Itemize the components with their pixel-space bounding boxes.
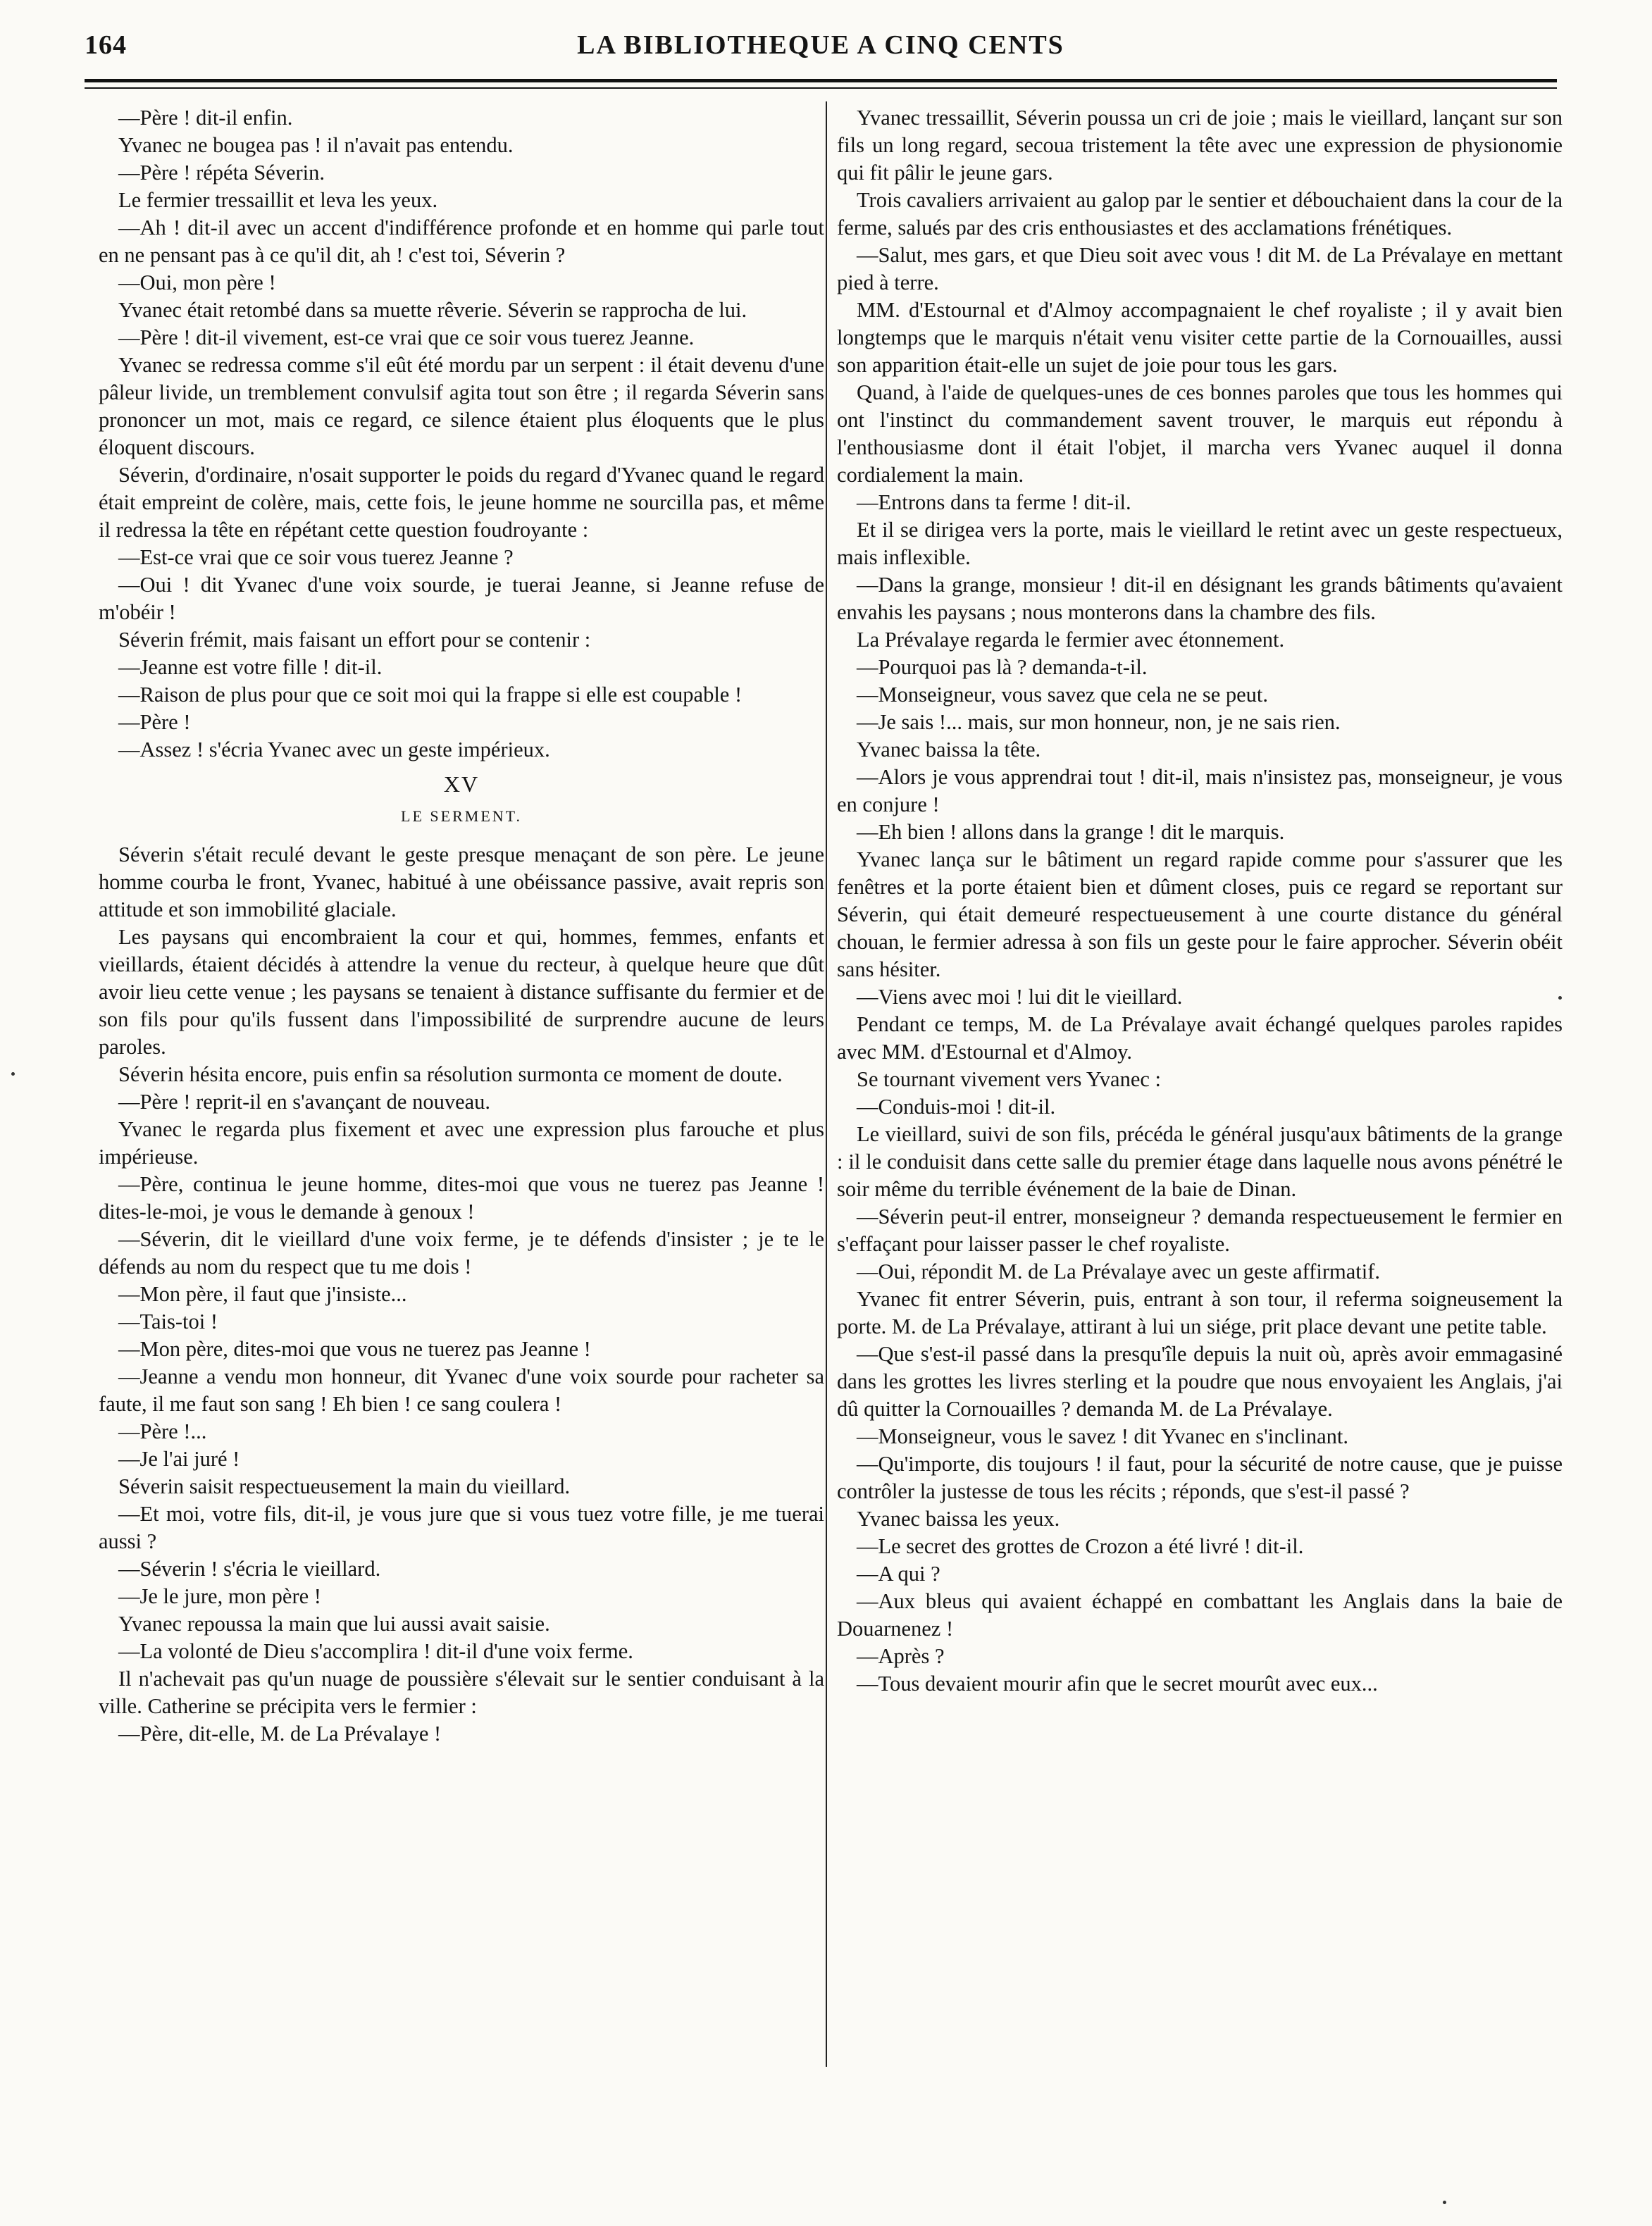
paragraph: —Je sais !... mais, sur mon honneur, non, je ne sais rien. [857,710,1341,734]
paragraph: —Salut, mes gars, et que Dieu soit avec vous ! dit M. de La Prévalaye en mettant pied à terre. [837,243,1563,294]
paragraph: Se tournant vivement vers Yvanec : [857,1067,1162,1091]
paragraph: Les paysans qui encombraient la cour et qui, hommes, femmes, enfants et vieillards, étaient décidés à attendre la venue du recteur, à quelque heure que dût avoir lieu cette venue ; les paysans se tenaient à distance suffisante du fermier et de son fils pour qu'ils fussent dans l'impossibilité de surprendre aucune de leurs paroles. [99,925,824,1059]
paragraph: —Père ! dit-il vivement, est-ce vrai que ce soir vous tuerez Jeanne. [118,325,695,349]
paragraph: —Je l'ai juré ! [118,1447,240,1471]
paragraph: Et il se dirigea vers la porte, mais le vieillard le retint avec un geste respectueux, mais inflexible. [837,518,1563,569]
paragraph: —Raison de plus pour que ce soit moi qui la frappe si elle est coupable ! [118,683,743,707]
paragraph: Yvanec lança sur le bâtiment un regard rapide comme pour s'assurer que les fenêtres et la porte étaient bien et dûment closes, puis ce regard se reportant sur Séverin, qui était demeuré respectueusement à une courte distance du général chouan, le fermier adressa à son fils un geste pour le faire approcher. Séverin obéit sans hésiter. [837,847,1563,981]
paragraph: —Ah ! dit-il avec un accent d'indifférence profonde et en homme qui parle tout en ne pensant pas à ce qu'il dit, ah ! c'est toi, Séverin ? [99,216,824,267]
page-number: 164 [85,30,127,60]
paragraph: —Tais-toi ! [118,1310,218,1333]
paragraph: Le fermier tressaillit et leva les yeux. [118,188,438,212]
paragraph: —La volonté de Dieu s'accomplira ! dit-il d'une voix ferme. [118,1639,633,1663]
paragraph: —Père !... [118,1419,207,1443]
paragraph: —Séverin peut-il entrer, monseigneur ? demanda respectueusement le fermier en s'effaçant pour laisser passer le chef royaliste. [837,1205,1563,1256]
paragraph: Yvanec tressaillit, Séverin poussa un cri de joie ; mais le vieillard, lançant sur son fils un long regard, secoua tristement la tête avec une expression de physionomie qui fit pâlir le jeune gars. [837,106,1563,185]
paragraph: —Assez ! s'écria Yvanec avec un geste impérieux. [118,738,550,761]
print-speck [1443,2201,1446,2204]
paragraph: —Père ! reprit-il en s'avançant de nouveau. [118,1090,491,1114]
paragraph: Yvanec baissa les yeux. [857,1507,1060,1531]
paragraph: —Alors je vous apprendrai tout ! dit-il, mais n'insistez pas, monseigneur, je vous en conjure ! [837,765,1563,816]
paragraph: Yvanec le regarda plus fixement et avec une expression plus farouche et plus impérieuse. [99,1117,824,1169]
right-column [837,104,1563,2077]
paragraph: —Et moi, votre fils, dit-il, je vous jure que si vous tuez votre fille, je me tuerai aussi ? [99,1502,824,1553]
paragraph: —Que s'est-il passé dans la presqu'île depuis la nuit où, après avoir emmagasiné dans les grottes les livres sterling et la poudre que nous envoyaient les Anglais, j'ai dû quitter la Cornouailles ? demanda M. de La Prévalaye. [837,1342,1563,1421]
paragraph: La Prévalaye regarda le fermier avec étonnement. [857,628,1285,652]
header-rule-thick [85,79,1557,82]
page-header [85,30,1557,75]
paragraph: Séverin saisit respectueusement la main du vieillard. [118,1474,571,1498]
paragraph: Pendant ce temps, M. de La Prévalaye avait échangé quelques paroles rapides avec MM. d'Estournal et d'Almoy. [837,1012,1563,1064]
paragraph: —Mon père, dites-moi que vous ne tuerez pas Jeanne ! [118,1337,591,1361]
left-column [99,104,824,2077]
paragraph: Yvanec était retombé dans sa muette rêverie. Séverin se rapprocha de lui. [118,298,747,322]
paragraph: —Tous devaient mourir afin que le secret mourût avec eux... [857,1672,1378,1696]
paragraph: —Eh bien ! allons dans la grange ! dit le marquis. [857,820,1285,844]
paragraph: —Séverin ! s'écria le vieillard. [118,1557,381,1581]
paragraph: Yvanec se redressa comme s'il eût été mordu par un serpent : il était devenu d'une pâleur livide, un tremblement convulsif agita tout son être ; il regarda Séverin sans prononcer un mot, mais ce regard, ce silence étaient plus éloquents que le plus éloquent discours. [99,353,824,459]
print-speck [1558,996,1562,1000]
right-column-text [837,104,1563,1698]
paragraph: Trois cavaliers arrivaient au galop par le sentier et débouchaient dans la cour de la ferme, salués par des cris enthousiastes et des acclamations frénétiques. [837,188,1563,240]
paragraph: —Qu'importe, dis toujours ! il faut, pour la sécurité de notre cause, que je puisse contrôler la justesse de tous les récits ; réponds, que s'est-il passé ? [837,1452,1563,1503]
print-speck [11,1072,15,1076]
paragraph: —Mon père, il faut que j'insiste... [118,1282,407,1306]
paragraph: —Conduis-moi ! dit-il. [857,1095,1056,1119]
paragraph: —Le secret des grottes de Crozon a été livré ! dit-il. [857,1534,1304,1558]
paragraph: MM. d'Estournal et d'Almoy accompagnaient le chef royaliste ; il y avait bien longtemps que le marquis n'était venu visiter cette partie de la Cornouailles, aussi son apparition était-elle un sujet de joie pour tous les gars. [837,298,1563,377]
paragraph: Séverin hésita encore, puis enfin sa résolution surmonta ce moment de doute. [118,1062,783,1086]
paragraph: —Je le jure, mon père ! [118,1584,321,1608]
paragraph: —A qui ? [857,1562,940,1586]
paragraph: Séverin frémit, mais faisant un effort pour se contenir : [118,628,591,652]
chapter-number: XV [443,771,480,797]
paragraph: —Oui ! dit Yvanec d'une voix sourde, je tuerai Jeanne, si Jeanne refuse de m'obéir ! [99,573,824,624]
running-title: LA BIBLIOTHEQUE A CINQ CENTS [577,30,1064,60]
paragraph: —Père, continua le jeune homme, dites-moi que vous ne tuerez pas Jeanne ! dites-le-moi, je vous le demande à genoux ! [99,1172,824,1224]
paragraph: —Père ! dit-il enfin. [118,106,293,130]
paragraph: —Dans la grange, monsieur ! dit-il en désignant les grands bâtiments qu'avaient envahis les paysans ; nous monterons dans la chambre des fils. [837,573,1563,624]
paragraph: —Entrons dans ta ferme ! dit-il. [857,490,1131,514]
left-column-text-before [99,104,824,764]
paragraph: —Séverin, dit le vieillard d'une voix ferme, je te défends d'insister ; je te le défends au nom du respect que tu me dois ! [99,1227,824,1279]
paragraph: —Après ? [857,1644,945,1668]
paragraph: —Oui, répondit M. de La Prévalaye avec un geste affirmatif. [857,1260,1381,1283]
column-divider [826,101,827,2067]
left-column-text-after [99,841,824,1748]
paragraph: —Oui, mon père ! [118,271,276,294]
paragraph: —Est-ce vrai que ce soir vous tuerez Jeanne ? [118,545,514,569]
chapter-title: LE SERMENT. [401,807,522,825]
paragraph: Il n'achevait pas qu'un nuage de poussière s'élevait sur le sentier conduisant à la ville. Catherine se précipita vers le fermier : [99,1667,824,1718]
paragraph: Yvanec repoussa la main que lui aussi avait saisie. [118,1612,550,1636]
header-rule-thin [85,87,1557,89]
paragraph: —Monseigneur, vous savez que cela ne se peut. [857,683,1269,707]
paragraph: —Monseigneur, vous le savez ! dit Yvanec en s'inclinant. [857,1424,1349,1448]
paragraph: Yvanec baissa la tête. [857,738,1041,761]
paragraph: —Aux bleus qui avaient échappé en combattant les Anglais dans la baie de Douarnenez ! [837,1589,1563,1641]
paragraph: —Jeanne est votre fille ! dit-il. [118,655,383,679]
paragraph: —Père, dit-elle, M. de La Prévalaye ! [118,1722,442,1746]
paragraph: —Jeanne a vendu mon honneur, dit Yvanec d'une voix sourde pour racheter sa faute, il me faut son sang ! Eh bien ! ce sang coulera ! [99,1364,824,1416]
paragraph: Le vieillard, suivi de son fils, précéda le général jusqu'aux bâtiments de la grange : il le conduisit dans cette salle du premier étage dans laquelle nous avons pénétré le soir même du terrible événement de la baie de Dinan. [837,1122,1563,1201]
paragraph: —Viens avec moi ! lui dit le vieillard. [857,985,1183,1009]
paragraph: Séverin, d'ordinaire, n'osait supporter le poids du regard d'Yvanec quand le regard était empreint de colère, mais, cette fois, le jeune homme ne sourcilla pas, et même il redressa la tête en répétant cette question foudroyante : [99,463,824,542]
paragraph: Yvanec ne bougea pas ! il n'avait pas entendu. [118,133,514,157]
paragraph: Séverin s'était reculé devant le geste presque menaçant de son père. Le jeune homme courba le front, Yvanec, habitué à une obéissance passive, avait repris son attitude et son immobilité glaciale. [99,842,824,921]
paragraph: Quand, à l'aide de quelques-unes de ces bonnes paroles que tous les hommes qui ont l'instinct du commandement savent trouver, le marquis eut répondu à l'enthousiasme dont il était l'objet, il marcha vers Yvanec auquel il donna cordialement la main. [837,380,1563,487]
paragraph: —Pourquoi pas là ? demanda-t-il. [857,655,1148,679]
paragraph: —Père ! répéta Séverin. [118,161,325,185]
paragraph: Yvanec fit entrer Séverin, puis, entrant à son tour, il referma soigneusement la porte. M. de La Prévalaye, attirant à lui un siége, prit place devant une petite table. [837,1287,1563,1338]
paragraph: —Père ! [118,710,191,734]
